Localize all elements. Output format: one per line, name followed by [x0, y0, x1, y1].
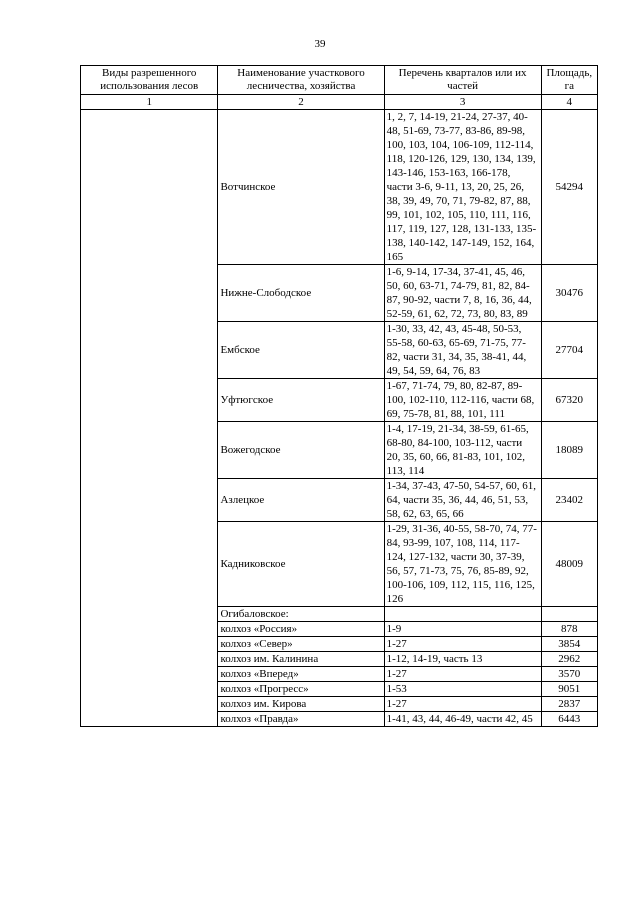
table-row	[81, 110, 598, 265]
quarters-cell: 1-30, 33, 42, 43, 45-48, 50-53, 55-58, 60-63, 65-69, 71-75, 77-82, части 31, 34, 35, 38-41, 44, 49, 54, 59, 64, 76, 83	[384, 322, 541, 379]
quarters-cell: 1-41, 43, 44, 46-49, части 42, 45	[384, 712, 541, 727]
forestry-name-cell: колхоз «Россия»	[218, 622, 384, 637]
forestry-name-cell: колхоз «Правда»	[218, 712, 384, 727]
quarters-cell: 1-27	[384, 697, 541, 712]
column-number: 2	[218, 95, 384, 110]
header-quarters: Перечень кварталов или их частей	[384, 66, 541, 95]
quarters-cell: 1-27	[384, 667, 541, 682]
area-cell: 27704	[541, 322, 597, 379]
header-area: Площадь, га	[541, 66, 597, 95]
forestry-name-cell: Ембское	[218, 322, 384, 379]
header-forestry-name: Наименование участкового лесничества, хозяйства	[218, 66, 384, 95]
header-use-type: Виды разрешенного использования лесов	[81, 66, 218, 95]
area-cell	[541, 607, 597, 622]
forestry-name-cell: Кадниковское	[218, 522, 384, 607]
forest-use-table	[80, 65, 598, 727]
area-cell: 48009	[541, 522, 597, 607]
quarters-cell: 1-34, 37-43, 47-50, 54-57, 60, 61, 64, части 35, 36, 44, 46, 51, 53, 58, 62, 63, 65, 66	[384, 479, 541, 522]
area-cell: 18089	[541, 422, 597, 479]
forestry-name-cell: Вотчинское	[218, 110, 384, 265]
area-cell: 6443	[541, 712, 597, 727]
area-cell: 23402	[541, 479, 597, 522]
forestry-name-cell: колхоз «Вперед»	[218, 667, 384, 682]
forestry-name-cell: Нижне-Слободское	[218, 265, 384, 322]
column-number-row	[81, 95, 598, 110]
area-cell: 54294	[541, 110, 597, 265]
quarters-cell: 1-6, 9-14, 17-34, 37-41, 45, 46, 50, 60, 63-71, 74-79, 81, 82, 84-87, 90-92, части 7, 8, 16, 36, 44, 52-59, 61, 62, 72, 73, 80, 83, 89	[384, 265, 541, 322]
forestry-name-cell: колхоз «Север»	[218, 637, 384, 652]
area-cell: 9051	[541, 682, 597, 697]
area-cell: 3570	[541, 667, 597, 682]
forestry-name-cell: Уфтюгское	[218, 379, 384, 422]
quarters-cell: 1-12, 14-19, часть 13	[384, 652, 541, 667]
forestry-name-cell: Вожегодское	[218, 422, 384, 479]
area-cell: 2837	[541, 697, 597, 712]
use-type-cell	[81, 110, 218, 727]
page-number: 39	[314, 38, 326, 50]
area-cell: 30476	[541, 265, 597, 322]
column-number: 3	[384, 95, 541, 110]
area-cell: 67320	[541, 379, 597, 422]
forestry-name-cell: колхоз им. Кирова	[218, 697, 384, 712]
column-number: 1	[81, 95, 218, 110]
quarters-cell: 1-53	[384, 682, 541, 697]
area-cell: 3854	[541, 637, 597, 652]
quarters-cell: 1-67, 71-74, 79, 80, 82-87, 89-100, 102-110, 112-116, части 68, 69, 75-78, 81, 88, 101, 111	[384, 379, 541, 422]
quarters-cell: 1-29, 31-36, 40-55, 58-70, 74, 77-84, 93-99, 107, 108, 114, 117-124, 127-132, части 30, 37-39, 56, 57, 71-73, 75, 76, 85-89, 92, 100-106, 109, 112, 115, 116, 125, 126	[384, 522, 541, 607]
forestry-name-cell: Азлецкое	[218, 479, 384, 522]
header-row	[81, 66, 598, 95]
area-cell: 2962	[541, 652, 597, 667]
forestry-name-cell: колхоз им. Калинина	[218, 652, 384, 667]
quarters-cell	[384, 607, 541, 622]
area-cell: 878	[541, 622, 597, 637]
quarters-cell: 1-27	[384, 637, 541, 652]
column-number: 4	[541, 95, 597, 110]
quarters-cell: 1-9	[384, 622, 541, 637]
forestry-name-cell: Огибаловское:	[218, 607, 384, 622]
quarters-cell: 1-4, 17-19, 21-34, 38-59, 61-65, 68-80, 84-100, 103-112, части 20, 35, 60, 66, 81-83, 101, 102, 113, 114	[384, 422, 541, 479]
quarters-cell: 1, 2, 7, 14-19, 21-24, 27-37, 40-48, 51-69, 73-77, 83-86, 89-98, 100, 103, 104, 106-109, 112-114, 118, 120-126, 129, 130, 134, 139, 143-146, 153-163, 166-178, части 3-6, 9-11, 13, 20, 25, 26, 38, 39, 49, 70, 71, 79-82, 87, 88, 99, 101, 102, 105, 110, 111, 116, 117, 119, 127, 128, 131-133, 135-138, 140-142, 147-149, 152, 164, 165	[384, 110, 541, 265]
forestry-name-cell: колхоз «Прогресс»	[218, 682, 384, 697]
